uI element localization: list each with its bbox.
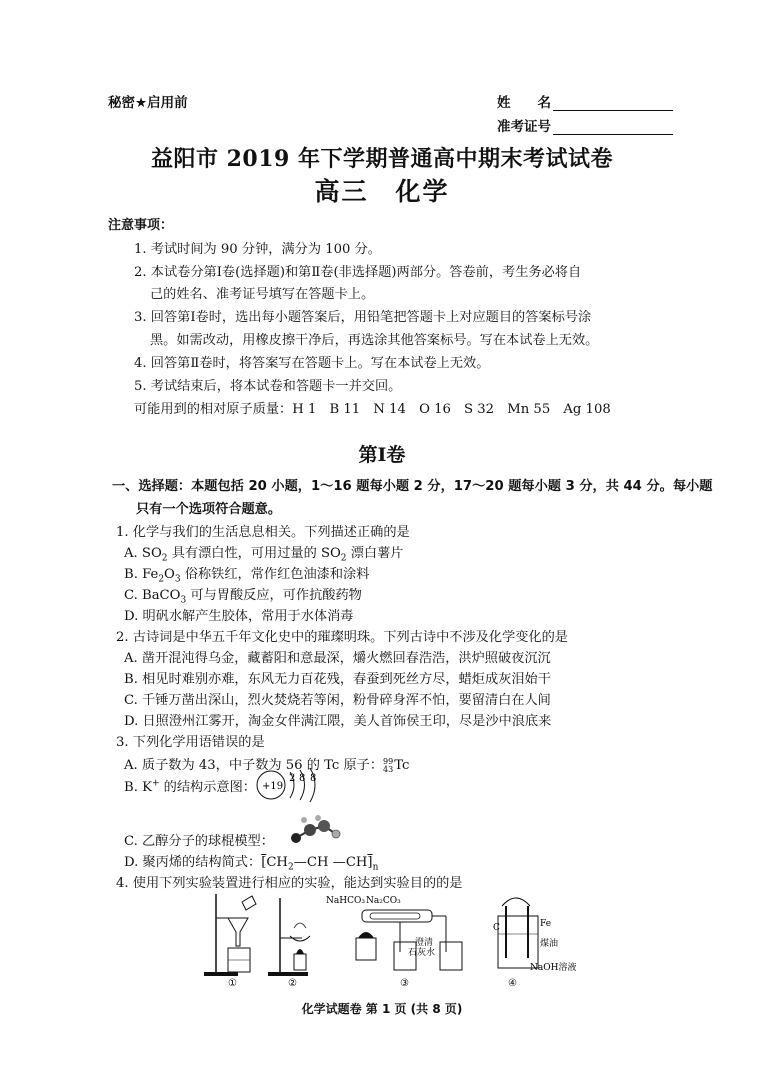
limewater-label: 石灰水 [408,948,436,958]
subject-title: 高三 化学 [314,177,450,206]
experiment-apparatus-figure [190,888,590,990]
k-ion-structure-diagram [254,766,334,810]
carbon-electrode-label: C [493,923,500,933]
question-3-stem: 3. 下列化学用语错误的是 [116,735,265,750]
notice-item: 4. 回答第Ⅱ卷时，将答案写在答题卡上。写在本试卷上无效。 [134,356,490,371]
confidential-mark: 秘密★启用前 [108,95,188,111]
question-2-option-d: D. 日照澄州江雾开，淘金女伴满江隈，美人首饰侯王印，尽是沙中浪底来 [124,714,552,729]
limewater-label: 澄清 [415,938,434,948]
question-3-option-a: A. 质子数为 43，中子数为 56 的 Tc 原子：99 43Tc [124,756,410,774]
nahco3-label: NaHCO₃ [326,896,365,906]
ethanol-ball-stick-model [286,812,346,848]
svg-text:+19: +19 [262,781,284,792]
apparatus-2 [268,898,310,976]
question-2-option-c: C. 千锤万凿出深山，烈火焚烧若等闲，粉骨碎身浑不怕，要留清白在人间 [124,693,551,708]
question-3-option-b: B. K+ 的结构示意图： [124,778,256,795]
question-1-stem: 1. 化学与我们的生活息息相关。下列描述正确的是 [116,525,410,540]
iron-electrode-label: Fe [540,919,552,929]
question-4-stem: 4. 使用下列实验装置进行相应的实验，能达到实验目的的是 [116,876,463,891]
notice-item: 己的姓名、准考证号填写在答题卡上。 [150,287,375,302]
svg-text:8: 8 [310,773,317,784]
notice-item: 3. 回答第Ⅰ卷时，选出每小题答案后，用铅笔把答题卡上对应题目的答案标号涂 [134,310,592,325]
notice-item: 2. 本试卷分第Ⅰ卷(选择题)和第Ⅱ卷(非选择题)两部分。答卷前，考生务必将自 [134,265,582,280]
exam-title: 益阳市 2019 年下学期普通高中期末考试试卷 [150,146,614,172]
apparatus-label: ④ [508,978,517,989]
apparatus-label: ① [228,978,237,989]
apparatus-label: ② [288,978,297,989]
question-2-option-b: B. 相见时难别亦难，东风无力百花残，春蚕到死丝方尽，蜡炬成灰泪始干 [124,672,551,687]
apparatus-3 [326,896,462,970]
notice-item: 1. 考试时间为 90 分钟，满分为 100 分。 [134,242,381,257]
question-1-option-c: C. BaCO$_3$ 可与胃酸反应，可作抗酸药物 [124,588,362,606]
question-1-option-a: A. $SO_2$ 具有漂白性，可用过量的 $SO_2$ 漂白薯片 [124,546,404,564]
page-footer: 化学试题卷 第 1 页 (共 8 页) [301,1002,463,1016]
question-2-option-a: A. 凿开混沌得乌金，藏蓄阳和意最深，爝火燃回春浩浩，洪炉照破夜沉沉 [124,651,551,666]
volume-heading: 第Ⅰ卷 [358,444,406,466]
question-1-option-d: D. 明矾水解产生胶体，常用于水体消毒 [124,609,354,624]
svg-text:8: 8 [299,773,306,784]
atomic-masses: 可能用到的相对原子质量：H 1 B 11 N 14 O 16 S 32 Mn 55 Ag 108 [134,402,611,417]
notice-heading: 注意事项： [108,218,174,233]
svg-text:2: 2 [289,773,296,784]
question-2-stem: 2. 古诗词是中华五千年文化史中的璀璨明珠。下列古诗中不涉及化学变化的是 [116,630,568,645]
section-instructions: 一、选择题：本题包括 20 小题，1～16 题每小题 2 分，17～20 题每小题 3 分，共 44 分。每小题 [112,479,713,494]
question-1-option-b: B. $Fe_2O_3$ 俗称铁红，常作红色油漆和涂料 [124,567,370,585]
section-instructions: 只有一个选项符合题意。 [136,502,282,517]
kerosene-label: 煤油 [540,939,559,949]
exam-id-field: 准考证号 [497,115,673,135]
notice-item: 黑。如需改动，用橡皮擦干净后，再选涂其他答案标号。写在本试卷上无效。 [150,333,599,348]
apparatus-label: ③ [400,978,409,989]
apparatus-4 [493,898,576,973]
naoh-label: NaOH溶液 [530,963,577,973]
apparatus-1 [204,894,256,976]
notice-item: 5. 考试结束后，将本试卷和答题卡一并交回。 [134,379,402,394]
question-3-option-c: C. 乙醇分子的球棍模型： [124,834,274,849]
na2co3-label: Na₂CO₃ [366,896,401,906]
name-field: 姓 名 [497,91,673,111]
question-3-option-d: D. 聚丙烯的结构简式：[$CH_2—CH$ $—CH]_n$ [124,855,379,873]
